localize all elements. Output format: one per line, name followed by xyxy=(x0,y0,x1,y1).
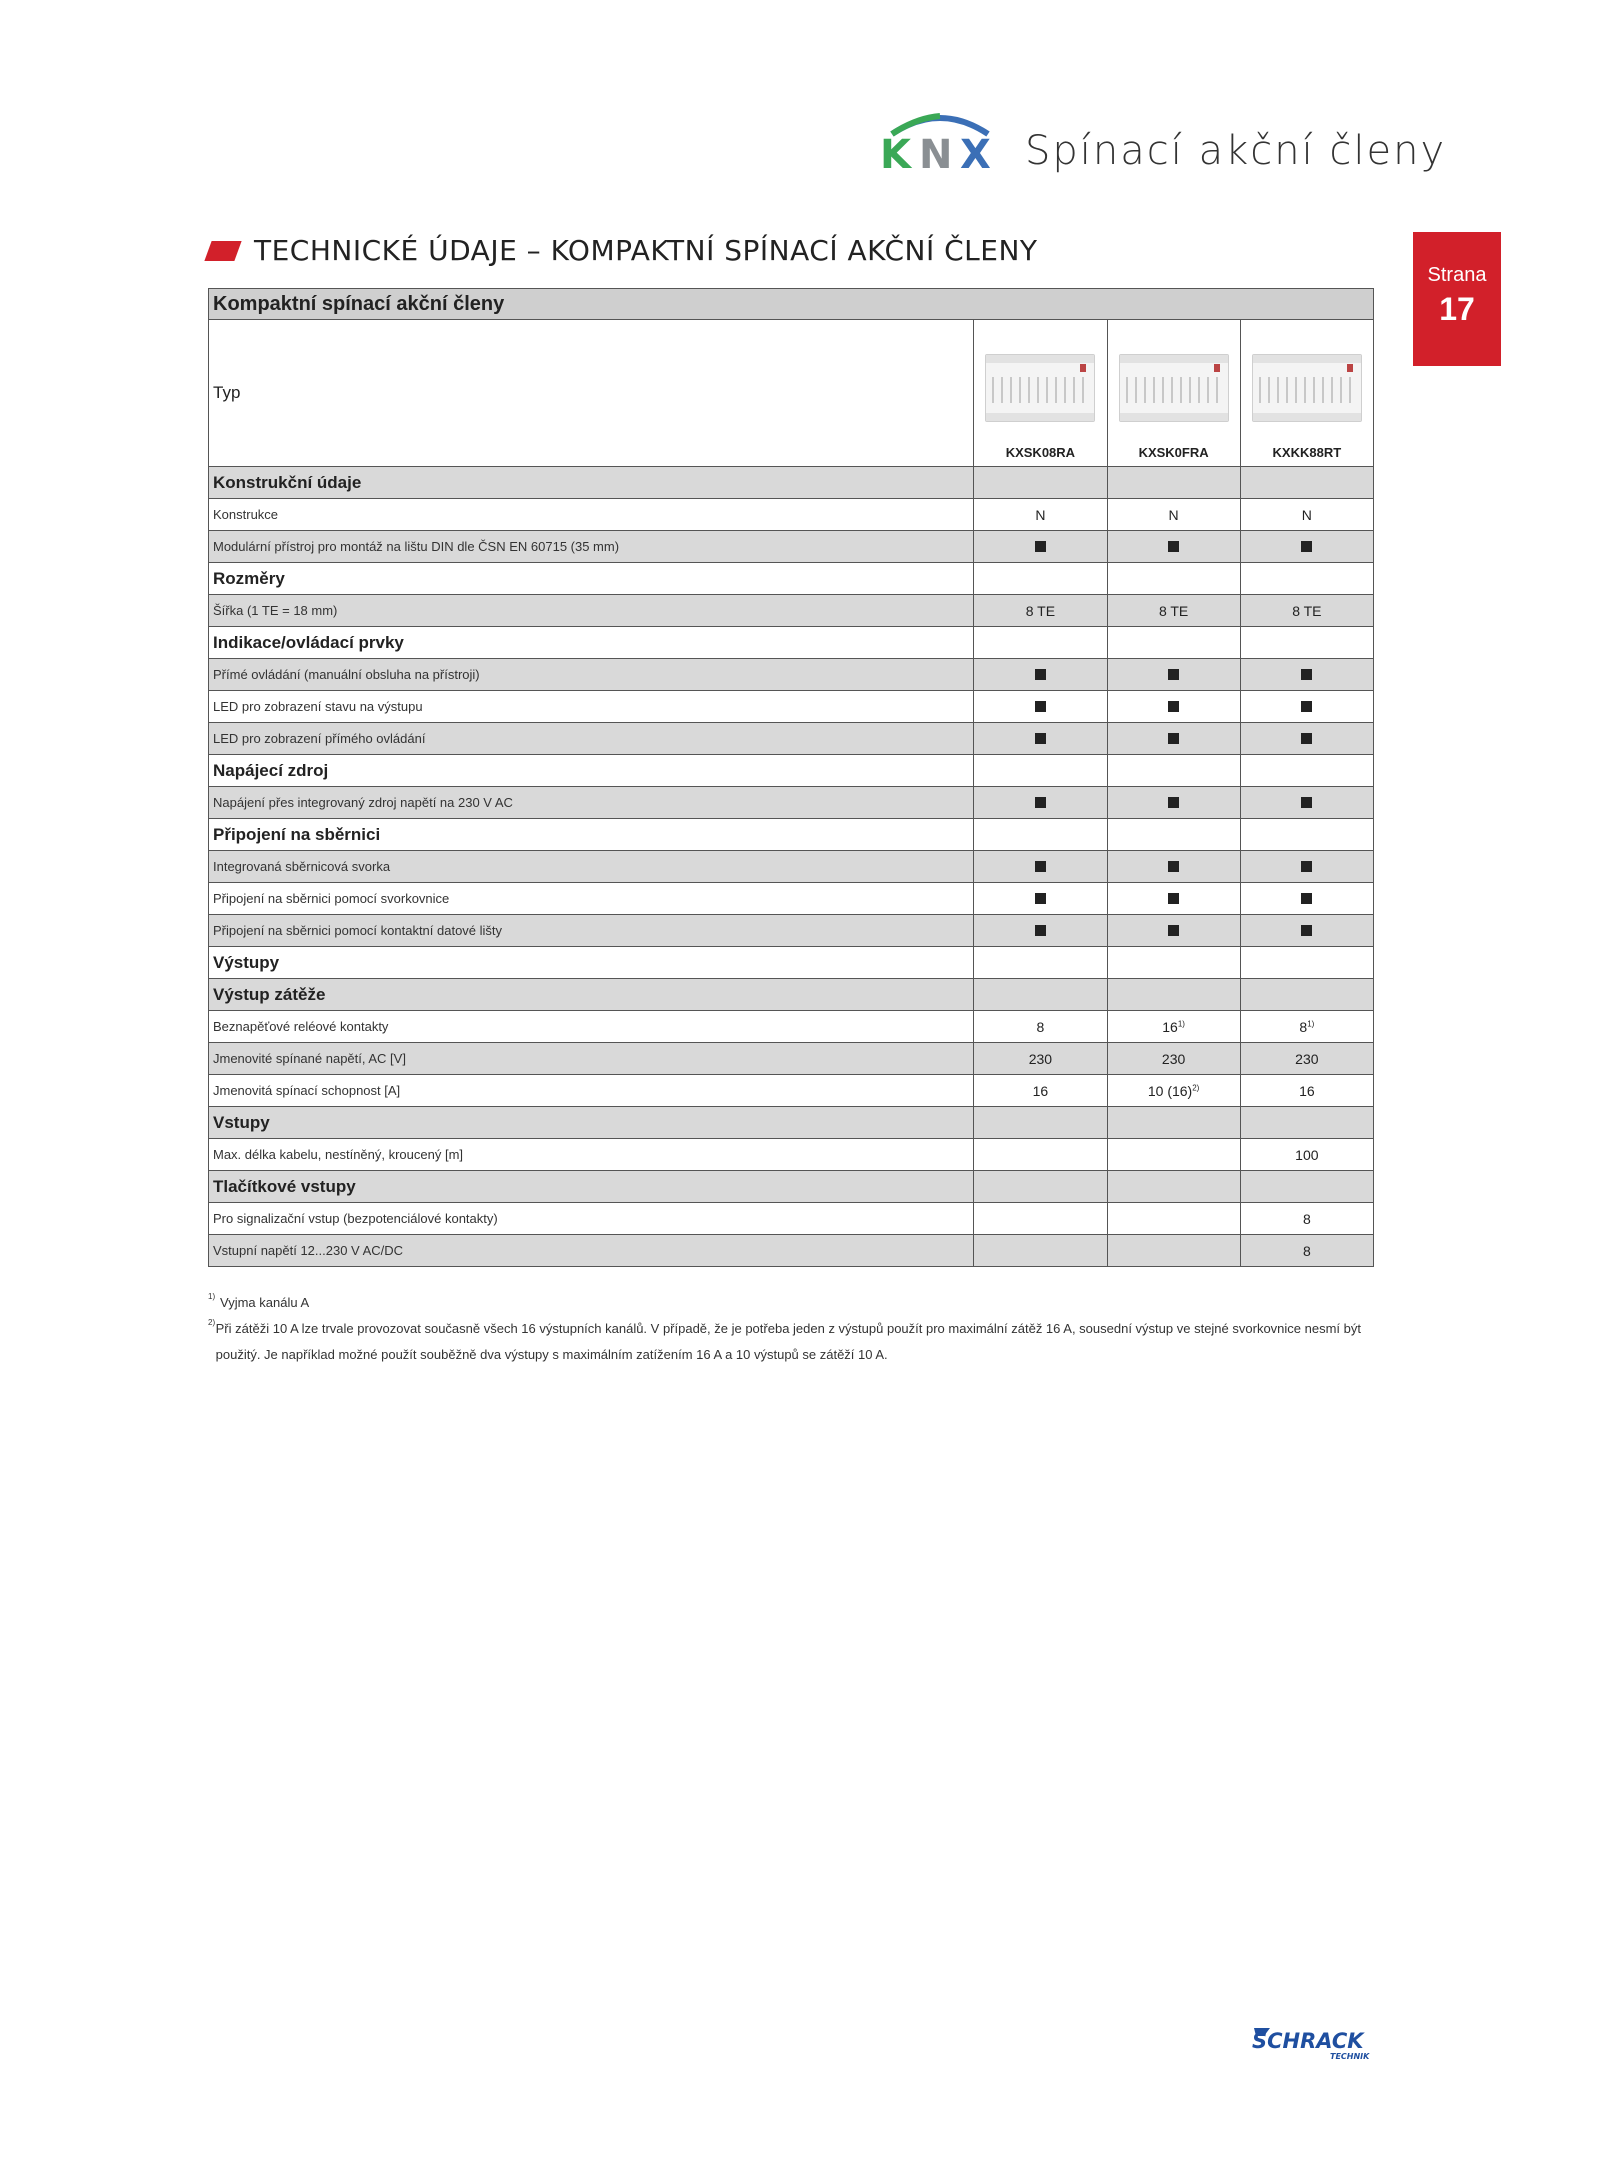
cell-value: N xyxy=(1168,506,1179,523)
feature-marker xyxy=(1301,701,1312,712)
cell-value: 8 TE xyxy=(1292,602,1322,619)
table-row xyxy=(209,659,1374,691)
value-cell xyxy=(1240,467,1373,499)
group-label: Vstupy xyxy=(209,1107,974,1139)
value-cell xyxy=(1240,1107,1373,1139)
product-cell xyxy=(974,320,1107,467)
table-group-row xyxy=(209,1171,1374,1203)
cell-value: 230 xyxy=(1161,1050,1186,1067)
value-cell xyxy=(1240,723,1373,755)
value-cell xyxy=(1107,883,1240,915)
row-label: Max. délka kabelu, nestíněný, kroucený [m] xyxy=(209,1139,974,1171)
table-group-row xyxy=(209,563,1374,595)
feature-marker xyxy=(1035,733,1046,744)
table-row xyxy=(209,1235,1374,1267)
feature-marker xyxy=(1168,669,1179,680)
value-cell xyxy=(974,947,1107,979)
cell-value: 8 TE xyxy=(1158,602,1189,619)
cell-value: 8 xyxy=(1299,1018,1308,1035)
value-cell xyxy=(974,1075,1107,1107)
feature-marker xyxy=(1301,541,1312,552)
value-cell xyxy=(974,499,1107,531)
cell-value: 10 (16) xyxy=(1147,1082,1193,1099)
value-cell xyxy=(974,659,1107,691)
value-cell xyxy=(1107,947,1240,979)
table-group-row xyxy=(209,979,1374,1011)
row-label: Připojení na sběrnici pomocí svorkovnice xyxy=(209,883,974,915)
value-cell xyxy=(974,851,1107,883)
value-cell xyxy=(974,531,1107,563)
value-cell xyxy=(1240,1203,1373,1235)
table-row xyxy=(209,595,1374,627)
value-cell xyxy=(974,691,1107,723)
table-group-row xyxy=(209,1107,1374,1139)
value-cell xyxy=(1240,1043,1373,1075)
value-cell xyxy=(1107,787,1240,819)
value-cell xyxy=(1107,531,1240,563)
value-cell xyxy=(1107,499,1240,531)
knx-logo xyxy=(878,108,1002,174)
footnote-ref: 1) xyxy=(1307,1018,1315,1028)
page-header-title: Spínací akční členy xyxy=(1025,128,1447,174)
value-cell xyxy=(1107,1107,1240,1139)
product-name: KXSK0FRA xyxy=(1138,445,1209,460)
feature-marker xyxy=(1035,701,1046,712)
feature-marker xyxy=(1301,669,1312,680)
schrack-logo xyxy=(1248,2022,1372,2062)
group-label: Rozměry xyxy=(209,563,974,595)
feature-marker xyxy=(1301,797,1312,808)
cell-value: 8 TE xyxy=(1025,602,1056,619)
value-cell xyxy=(1240,787,1373,819)
value-cell xyxy=(1240,1011,1373,1043)
cell-value: 8 xyxy=(1302,1210,1311,1227)
footnote-text: Vyjma kanálu A xyxy=(220,1295,310,1310)
value-cell xyxy=(974,1235,1107,1267)
value-cell xyxy=(1107,1075,1240,1107)
value-cell xyxy=(974,883,1107,915)
feature-marker xyxy=(1301,733,1312,744)
cell-value: 16 xyxy=(1299,1082,1315,1099)
group-label: Napájecí zdroj xyxy=(209,755,974,787)
section-heading xyxy=(208,234,1038,267)
value-cell xyxy=(1107,627,1240,659)
value-cell xyxy=(974,819,1107,851)
value-cell xyxy=(1240,915,1373,947)
row-label: Jmenovitá spínací schopnost [A] xyxy=(209,1075,974,1107)
value-cell xyxy=(1240,755,1373,787)
table-group-row xyxy=(209,947,1374,979)
row-label: LED pro zobrazení přímého ovládání xyxy=(209,723,974,755)
row-label: Beznapěťové reléové kontakty xyxy=(209,1011,974,1043)
value-cell xyxy=(974,787,1107,819)
feature-marker xyxy=(1301,861,1312,872)
value-cell xyxy=(1107,1011,1240,1043)
value-cell xyxy=(974,1011,1107,1043)
schrack-brand: SCHRACK xyxy=(1252,2029,1364,2053)
table-row xyxy=(209,1139,1374,1171)
row-label: Jmenovité spínané napětí, AC [V] xyxy=(209,1043,974,1075)
product-name: KXKK88RT xyxy=(1272,445,1342,460)
table-row xyxy=(209,723,1374,755)
feature-marker xyxy=(1168,925,1179,936)
spec-table xyxy=(208,288,1374,1267)
cell-value: 230 xyxy=(1295,1050,1319,1067)
table-row xyxy=(209,915,1374,947)
section-title: TECHNICKÉ ÚDAJE – KOMPAKTNÍ SPÍNACÍ AKČNÍ ČLENY xyxy=(254,234,1038,267)
table-group-row xyxy=(209,819,1374,851)
value-cell xyxy=(1107,1139,1240,1171)
type-label: Typ xyxy=(209,320,974,467)
footnote-mark: 2) xyxy=(208,1318,216,1327)
value-cell xyxy=(1107,1235,1240,1267)
cell-value: 100 xyxy=(1295,1146,1319,1163)
group-label: Připojení na sběrnici xyxy=(209,819,974,851)
feature-marker xyxy=(1035,861,1046,872)
footnotes xyxy=(208,1290,1374,1368)
value-cell xyxy=(974,1043,1107,1075)
table-row xyxy=(209,883,1374,915)
product-cell xyxy=(1240,320,1373,467)
value-cell xyxy=(974,627,1107,659)
value-cell xyxy=(1240,1235,1373,1267)
group-label: Konstrukční údaje xyxy=(209,467,974,499)
value-cell xyxy=(1240,819,1373,851)
group-label: Výstup zátěže xyxy=(209,979,974,1011)
value-cell xyxy=(1107,1043,1240,1075)
group-label: Indikace/ovládací prvky xyxy=(209,627,974,659)
value-cell xyxy=(1107,467,1240,499)
row-label: Připojení na sběrnici pomocí kontaktní datové lišty xyxy=(209,915,974,947)
feature-marker xyxy=(1168,701,1179,712)
footnote-text: Při zátěži 10 A lze trvale provozovat současně všech 16 výstupních kanálů. V případě, že je potřeba jeden z výstupů použít pro maximální zátěž 16 A, sousední výstup ve stejné svorkovnice nesmí být použitý. Je například možné použít souběžně dva výstupy s maximálním zatížením 16 A a 10 výstupů se zátěží 10 A. xyxy=(215,1321,1361,1362)
value-cell xyxy=(1240,499,1373,531)
page-number-tab xyxy=(1413,232,1501,366)
section-marker xyxy=(204,241,241,261)
table-row xyxy=(209,531,1374,563)
group-label: Výstupy xyxy=(209,947,974,979)
value-cell xyxy=(1240,851,1373,883)
value-cell xyxy=(1240,691,1373,723)
table-group-row xyxy=(209,467,1374,499)
value-cell xyxy=(1107,851,1240,883)
value-cell xyxy=(974,563,1107,595)
row-label: Přímé ovládání (manuální obsluha na přístroji) xyxy=(209,659,974,691)
value-cell xyxy=(974,1203,1107,1235)
cell-value: 8 xyxy=(1036,1018,1045,1035)
row-label: Vstupní napětí 12...230 V AC/DC xyxy=(209,1235,974,1267)
row-label: Integrovaná sběrnicová svorka xyxy=(209,851,974,883)
value-cell xyxy=(1240,947,1373,979)
table-title-row xyxy=(209,289,1374,320)
schrack-sub: TECHNIK xyxy=(1330,2052,1370,2061)
product-image xyxy=(1119,354,1229,422)
value-cell xyxy=(974,755,1107,787)
page-tab-label: Strana xyxy=(1427,264,1487,286)
table-row xyxy=(209,1075,1374,1107)
value-cell xyxy=(974,595,1107,627)
knx-n: N xyxy=(919,132,953,174)
table-row xyxy=(209,499,1374,531)
feature-marker xyxy=(1035,541,1046,552)
feature-marker xyxy=(1301,925,1312,936)
feature-marker xyxy=(1301,893,1312,904)
table-row xyxy=(209,1011,1374,1043)
table-row xyxy=(209,851,1374,883)
footnote xyxy=(208,1316,1374,1368)
product-cell xyxy=(1107,320,1240,467)
value-cell xyxy=(1240,1139,1373,1171)
table-row xyxy=(209,1043,1374,1075)
feature-marker xyxy=(1035,669,1046,680)
value-cell xyxy=(1240,883,1373,915)
value-cell xyxy=(1240,659,1373,691)
footnote xyxy=(208,1290,1374,1316)
feature-marker xyxy=(1168,541,1179,552)
feature-marker xyxy=(1168,797,1179,808)
row-label: Pro signalizační vstup (bezpotenciálové kontakty) xyxy=(209,1203,974,1235)
value-cell xyxy=(1107,691,1240,723)
type-row xyxy=(209,320,1374,467)
value-cell xyxy=(974,915,1107,947)
row-label: Modulární přístroj pro montáž na lištu DIN dle ČSN EN 60715 (35 mm) xyxy=(209,531,974,563)
value-cell xyxy=(1107,1203,1240,1235)
footnote-mark: 1) xyxy=(208,1292,216,1301)
table-title: Kompaktní spínací akční členy xyxy=(209,289,1374,320)
row-label: Konstrukce xyxy=(209,499,974,531)
value-cell xyxy=(1107,819,1240,851)
product-image xyxy=(985,354,1095,422)
table-group-row xyxy=(209,755,1374,787)
value-cell xyxy=(1107,979,1240,1011)
value-cell xyxy=(1107,755,1240,787)
value-cell xyxy=(1240,595,1373,627)
value-cell xyxy=(1107,915,1240,947)
cell-value: 230 xyxy=(1028,1050,1053,1067)
cell-value: N xyxy=(1301,506,1312,523)
row-label: Šířka (1 TE = 18 mm) xyxy=(209,595,974,627)
value-cell xyxy=(974,979,1107,1011)
cell-value: 8 xyxy=(1302,1242,1311,1259)
value-cell xyxy=(974,1139,1107,1171)
feature-marker xyxy=(1168,733,1179,744)
knx-k: K xyxy=(880,132,911,174)
cell-value: N xyxy=(1035,506,1046,523)
value-cell xyxy=(1107,1171,1240,1203)
value-cell xyxy=(1107,723,1240,755)
table-group-row xyxy=(209,627,1374,659)
footnote-ref: 2) xyxy=(1192,1082,1200,1092)
cell-value: 16 xyxy=(1032,1082,1049,1099)
value-cell xyxy=(1240,979,1373,1011)
row-label: Napájení přes integrovaný zdroj napětí na 230 V AC xyxy=(209,787,974,819)
table-row xyxy=(209,1203,1374,1235)
product-image xyxy=(1252,354,1362,422)
knx-x: X xyxy=(960,132,991,174)
value-cell xyxy=(1107,595,1240,627)
value-cell xyxy=(1240,627,1373,659)
cell-value: 16 xyxy=(1162,1018,1178,1035)
page-number: 17 xyxy=(1439,291,1475,327)
value-cell xyxy=(1240,1075,1373,1107)
feature-marker xyxy=(1168,893,1179,904)
row-label: LED pro zobrazení stavu na výstupu xyxy=(209,691,974,723)
feature-marker xyxy=(1035,925,1046,936)
value-cell xyxy=(1240,563,1373,595)
feature-marker xyxy=(1035,797,1046,808)
group-label: Tlačítkové vstupy xyxy=(209,1171,974,1203)
value-cell xyxy=(1107,659,1240,691)
table-row xyxy=(209,787,1374,819)
feature-marker xyxy=(1035,893,1046,904)
product-name: KXSK08RA xyxy=(1005,445,1076,460)
table-row xyxy=(209,691,1374,723)
value-cell xyxy=(1107,563,1240,595)
value-cell xyxy=(974,1107,1107,1139)
value-cell xyxy=(974,1171,1107,1203)
value-cell xyxy=(974,723,1107,755)
feature-marker xyxy=(1168,861,1179,872)
footnote-ref: 1) xyxy=(1177,1018,1185,1028)
value-cell xyxy=(1240,531,1373,563)
value-cell xyxy=(974,467,1107,499)
value-cell xyxy=(1240,1171,1373,1203)
